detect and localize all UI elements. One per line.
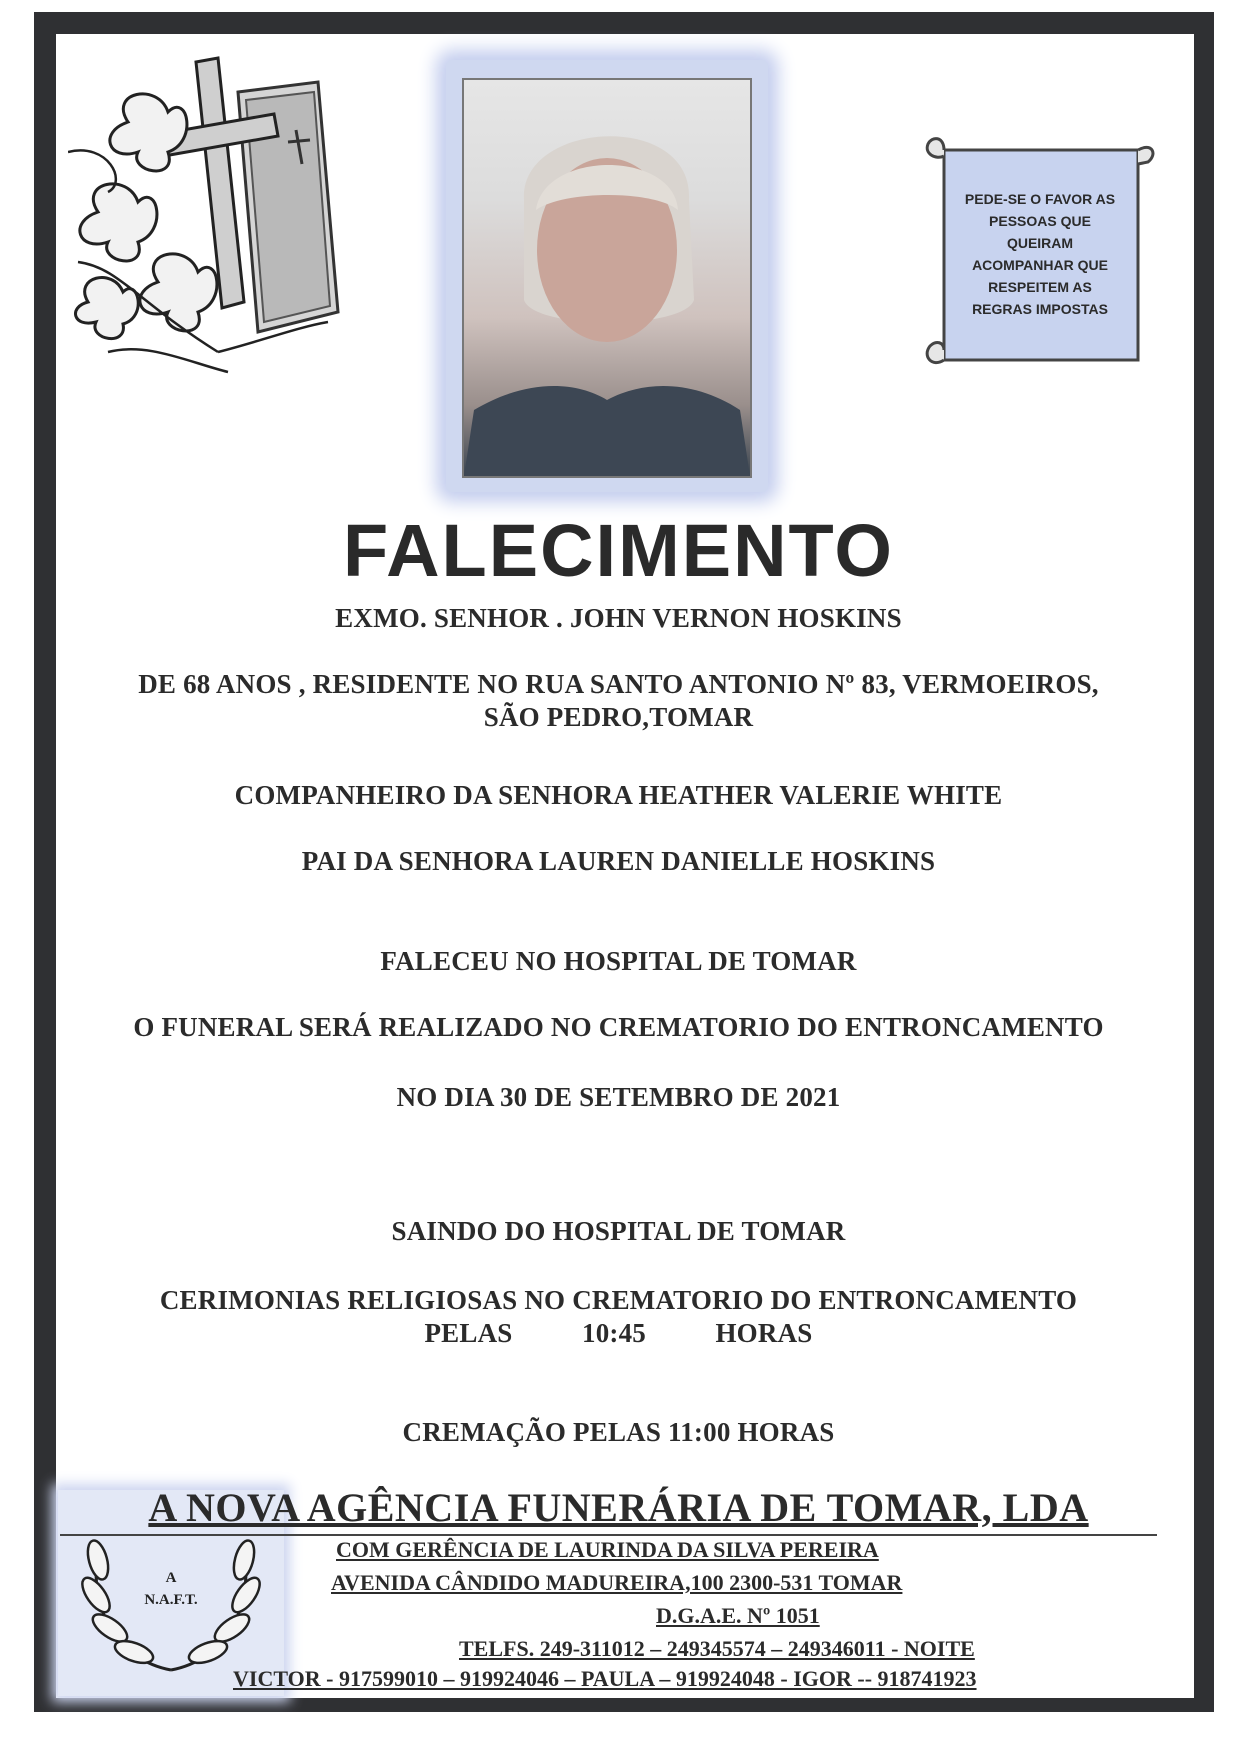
scroll-line: PEDE-SE O FAVOR AS <box>964 191 1116 207</box>
residence-line-1: DE 68 ANOS , RESIDENTE NO RUA SANTO ANTONIO Nº 83, VERMOEIROS, <box>138 669 1099 699</box>
funeral-date: NO DIA 30 DE SETEMBRO DE 2021 <box>396 1082 841 1112</box>
funeral-line: O FUNERAL SERÁ REALIZADO NO CREMATORIO DO ENTRONCAMENTO <box>133 1012 1104 1042</box>
notice-title: FALECIMENTO <box>343 509 894 592</box>
death-place-line: FALECEU NO HOSPITAL DE TOMAR <box>380 946 857 976</box>
ceremony-time: PELAS 10:45 HORAS <box>424 1318 813 1348</box>
scroll-line: PESSOAS QUE <box>989 213 1091 229</box>
cremation-line: CREMAÇÃO PELAS 11:00 HORAS <box>402 1417 835 1447</box>
child-line: PAI DA SENHORA LAUREN DANIELLE HOSKINS <box>301 846 936 876</box>
ceremony-line: CERIMONIAS RELIGIOSAS NO CREMATORIO DO ENTRONCAMENTO <box>159 1285 1078 1315</box>
deceased-name: EXMO. SENHOR . JOHN VERNON HOSKINS <box>335 603 902 633</box>
agency-contacts: VICTOR - 917599010 – 919924046 – PAULA – 919924048 - IGOR -- 918741923 <box>233 1666 977 1691</box>
logo-initials: N.A.F.T. <box>144 1592 198 1608</box>
residence-line-2: SÃO PEDRO,TOMAR <box>483 702 754 732</box>
scroll-message <box>952 188 1128 320</box>
notice-scroll <box>922 136 1158 372</box>
scroll-line: RESPEITEM AS <box>988 279 1092 295</box>
agency-management: COM GERÊNCIA DE LAURINDA DA SILVA PEREIRA <box>336 1537 879 1562</box>
deceased-portrait <box>462 78 752 478</box>
agency-dgae: D.G.A.E. Nº 1051 <box>656 1603 820 1628</box>
scroll-line: REGRAS IMPOSTAS <box>972 301 1108 317</box>
portrait-frame <box>446 60 768 492</box>
agency-phones: TELFS. 249-311012 – 249345574 – 249346011 - NOITE <box>459 1636 975 1661</box>
portrait-figure-icon <box>464 80 750 476</box>
agency-address: AVENIDA CÂNDIDO MADUREIRA,100 2300-531 TOMAR <box>331 1570 903 1595</box>
agency-name: A NOVA AGÊNCIA FUNERÁRIA DE TOMAR, LDA <box>148 1485 1089 1530</box>
scroll-line: ACOMPANHAR QUE <box>972 257 1108 273</box>
scroll-line: QUEIRAM <box>1006 235 1074 251</box>
logo-letter: A <box>165 1570 177 1586</box>
cross-lilies-bible-icon <box>68 52 368 382</box>
partner-line: COMPANHEIRO DA SENHORA HEATHER VALERIE WHITE <box>234 780 1003 810</box>
footer-divider <box>60 1534 1157 1536</box>
departure-line: SAINDO DO HOSPITAL DE TOMAR <box>391 1216 846 1246</box>
